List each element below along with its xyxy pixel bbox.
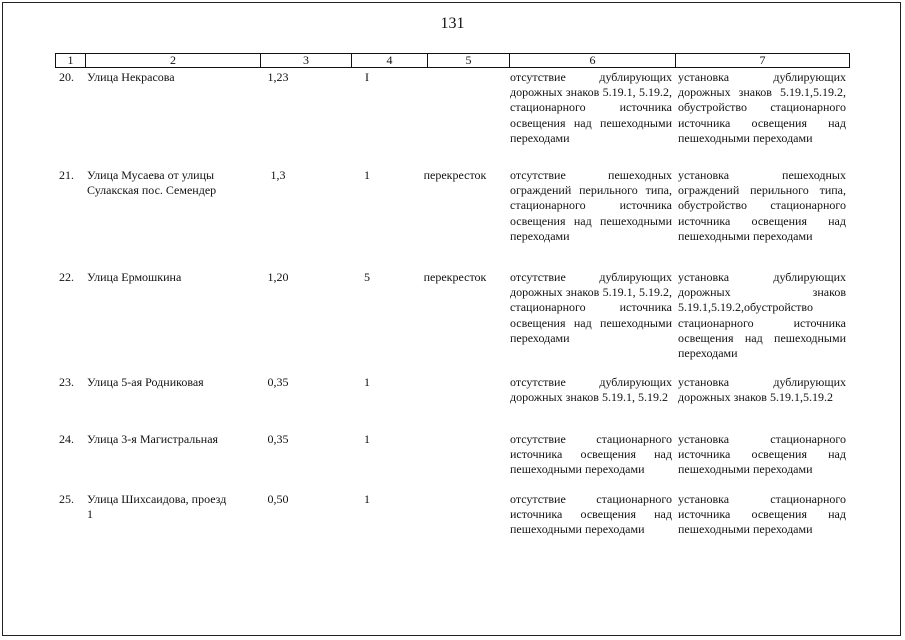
defect-description: отсутствие стационарного источника освещения над пешеходными переходами <box>510 432 672 477</box>
street-length: 1,23 <box>267 70 289 84</box>
street-value: 1 <box>364 375 370 389</box>
street-value: 1 <box>364 432 370 446</box>
measure-description: установка стационарного источника освещения над пешеходными переходами <box>678 492 846 537</box>
row-number: 21. <box>59 168 74 182</box>
defect-description: отсутствие дублирующих дорожных знаков 5.19.1, 5.19.2, стационарного источника освещения над пешеходными переходами <box>510 270 672 345</box>
column-header-4: 4 <box>352 54 428 67</box>
measure-description: установка пешеходных ограждений перильного типа, обустройство стационарного источника освещения над пешеходными переходами <box>678 168 846 243</box>
street-type: перекресток <box>423 168 487 182</box>
street-name: Улица 5-ая Родниковая <box>87 375 204 389</box>
street-name: Улица Ермошкина <box>87 270 182 284</box>
measure-description: установка дублирующих дорожных знаков 5.19.1,5.19.2,обустройство стационарного источника освещения над пешеходными переходами <box>678 270 846 361</box>
measure-description: установка дублирующих дорожных знаков 5.19.1,5.19.2, обустройство стационарного источника освещения над пешеходными переходами <box>678 70 846 145</box>
street-length: 1,20 <box>267 270 289 284</box>
street-value: 5 <box>364 270 370 284</box>
street-length: 0,35 <box>267 375 289 389</box>
street-name: Улица Шихсаидова, проезд 1 <box>87 492 227 522</box>
street-value: 1 <box>364 492 370 506</box>
column-header-5: 5 <box>428 54 510 67</box>
row-number: 25. <box>59 492 74 506</box>
street-value: I <box>365 70 369 84</box>
defect-description: отсутствие дублирующих дорожных знаков 5.19.1, 5.19.2, стационарного источника освещения над пешеходными переходами <box>510 70 672 145</box>
defect-description: отсутствие дублирующих дорожных знаков 5.19.1, 5.19.2 <box>510 375 672 405</box>
column-header-3: 3 <box>261 54 352 67</box>
column-header-2: 2 <box>86 54 261 67</box>
street-length: 1,3 <box>270 168 286 182</box>
measure-description: установка дублирующих дорожных знаков 5.19.1,5.19.2 <box>678 375 846 405</box>
column-header-row <box>55 53 850 68</box>
defect-description: отсутствие стационарного источника освещения над пешеходными переходами <box>510 492 672 537</box>
street-length: 0,50 <box>267 492 289 506</box>
page-number: 131 <box>440 15 465 32</box>
row-number: 20. <box>59 70 74 84</box>
street-name: Улица 3-я Магистральная <box>87 432 219 446</box>
row-number: 23. <box>59 375 74 389</box>
column-header-1: 1 <box>56 54 86 67</box>
street-name: Улица Мусаева от улицы Сулакская пос. Семендер <box>87 168 217 198</box>
column-header-7: 7 <box>676 54 850 67</box>
street-length: 0,35 <box>267 432 289 446</box>
row-number: 24. <box>59 432 74 446</box>
defect-description: отсутствие пешеходных ограждений перильного типа, стационарного источника освещения над пешеходными переходами <box>510 168 672 243</box>
street-name: Улица Некрасова <box>87 70 175 84</box>
street-value: 1 <box>364 168 370 182</box>
measure-description: установка стационарного источника освещения над пешеходными переходами <box>678 432 846 477</box>
column-header-6: 6 <box>510 54 676 67</box>
row-number: 22. <box>59 270 74 284</box>
street-type: перекресток <box>423 270 487 284</box>
